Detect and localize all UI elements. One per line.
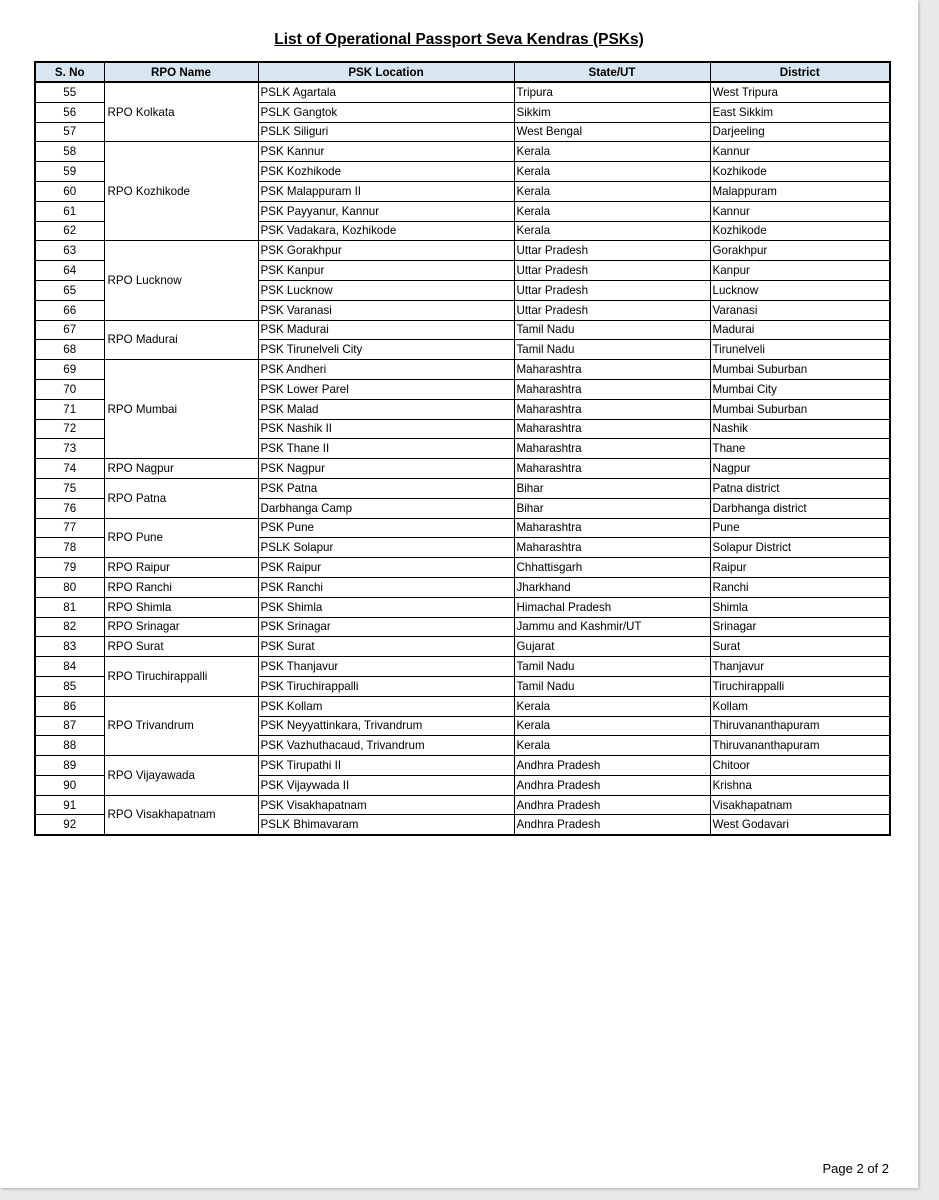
table-row <box>35 597 890 617</box>
sno-cell: 90 <box>35 775 104 795</box>
table-body <box>35 82 890 835</box>
sno-cell: 84 <box>35 657 104 677</box>
column-header-state: State/UT <box>514 62 710 82</box>
sno-cell: 91 <box>35 795 104 815</box>
state-cell: Gujarat <box>514 637 710 657</box>
psk-location-cell: PSK Vijaywada II <box>258 775 514 795</box>
sno-cell: 57 <box>35 122 104 142</box>
psk-location-cell: PSK Pune <box>258 518 514 538</box>
district-cell: Krishna <box>710 775 890 795</box>
sno-cell: 79 <box>35 558 104 578</box>
rpo-name-cell: RPO Surat <box>104 637 258 657</box>
sno-cell: 55 <box>35 82 104 102</box>
psk-location-cell: PSK Malad <box>258 399 514 419</box>
state-cell: Kerala <box>514 716 710 736</box>
sno-cell: 72 <box>35 419 104 439</box>
psk-location-cell: PSK Vazhuthacaud, Trivandrum <box>258 736 514 756</box>
district-cell: Pune <box>710 518 890 538</box>
district-cell: Visakhapatnam <box>710 795 890 815</box>
sno-cell: 86 <box>35 696 104 716</box>
district-cell: Raipur <box>710 558 890 578</box>
district-cell: Solapur District <box>710 538 890 558</box>
psk-location-cell: PSK Tirunelveli City <box>258 340 514 360</box>
psk-location-cell: PSK Visakhapatnam <box>258 795 514 815</box>
page-number: Page 2 of 2 <box>822 1161 889 1176</box>
state-cell: Maharashtra <box>514 538 710 558</box>
rpo-name-cell: RPO Raipur <box>104 558 258 578</box>
psk-location-cell: PSK Neyyattinkara, Trivandrum <box>258 716 514 736</box>
state-cell: Andhra Pradesh <box>514 795 710 815</box>
state-cell: West Bengal <box>514 122 710 142</box>
district-cell: Patna district <box>710 478 890 498</box>
psk-location-cell: PSK Kanpur <box>258 261 514 281</box>
psk-location-cell: PSK Gorakhpur <box>258 241 514 261</box>
rpo-name-cell: RPO Trivandrum <box>104 696 258 755</box>
table-row <box>35 696 890 716</box>
state-cell: Kerala <box>514 736 710 756</box>
sno-cell: 92 <box>35 815 104 835</box>
state-cell: Maharashtra <box>514 439 710 459</box>
table-row <box>35 360 890 380</box>
psk-location-cell: PSK Shimla <box>258 597 514 617</box>
sno-cell: 64 <box>35 261 104 281</box>
table-row <box>35 142 890 162</box>
sno-cell: 68 <box>35 340 104 360</box>
psk-location-cell: PSK Thanjavur <box>258 657 514 677</box>
district-cell: Mumbai City <box>710 379 890 399</box>
sno-cell: 67 <box>35 320 104 340</box>
district-cell: Surat <box>710 637 890 657</box>
district-cell: Tiruchirappalli <box>710 676 890 696</box>
state-cell: Kerala <box>514 162 710 182</box>
sno-cell: 61 <box>35 201 104 221</box>
district-cell: Thanjavur <box>710 657 890 677</box>
state-cell: Chhattisgarh <box>514 558 710 578</box>
sno-cell: 63 <box>35 241 104 261</box>
psk-location-cell: PSK Kozhikode <box>258 162 514 182</box>
rpo-name-cell: RPO Patna <box>104 478 258 518</box>
psk-location-cell: PSK Kannur <box>258 142 514 162</box>
sno-cell: 85 <box>35 676 104 696</box>
table-row <box>35 795 890 815</box>
district-cell: Thiruvananthapuram <box>710 716 890 736</box>
district-cell: Srinagar <box>710 617 890 637</box>
state-cell: Andhra Pradesh <box>514 815 710 835</box>
document-title: List of Operational Passport Seva Kendras (PSKs) <box>274 31 644 48</box>
sno-cell: 83 <box>35 637 104 657</box>
column-header-district: District <box>710 62 890 82</box>
sno-cell: 71 <box>35 399 104 419</box>
sno-cell: 62 <box>35 221 104 241</box>
psk-location-cell: PSLK Siliguri <box>258 122 514 142</box>
rpo-name-cell: RPO Vijayawada <box>104 756 258 796</box>
sno-cell: 73 <box>35 439 104 459</box>
psk-location-cell: PSK Thane II <box>258 439 514 459</box>
psk-location-cell: PSLK Bhimavaram <box>258 815 514 835</box>
rpo-name-cell: RPO Visakhapatnam <box>104 795 258 835</box>
district-cell: Thiruvananthapuram <box>710 736 890 756</box>
table-row <box>35 756 890 776</box>
rpo-name-cell: RPO Madurai <box>104 320 258 360</box>
rpo-name-cell: RPO Srinagar <box>104 617 258 637</box>
district-cell: Thane <box>710 439 890 459</box>
psk-location-cell: PSK Andheri <box>258 360 514 380</box>
psk-location-cell: PSK Ranchi <box>258 577 514 597</box>
rpo-name-cell: RPO Kozhikode <box>104 142 258 241</box>
district-cell: Ranchi <box>710 577 890 597</box>
sno-cell: 89 <box>35 756 104 776</box>
district-cell: Shimla <box>710 597 890 617</box>
table-row <box>35 320 890 340</box>
rpo-name-cell: RPO Lucknow <box>104 241 258 320</box>
psk-location-cell: Darbhanga Camp <box>258 498 514 518</box>
psk-location-cell: PSK Vadakara, Kozhikode <box>258 221 514 241</box>
psk-location-cell: PSK Nagpur <box>258 459 514 479</box>
state-cell: Kerala <box>514 221 710 241</box>
psk-location-cell: PSK Malappuram II <box>258 181 514 201</box>
sno-cell: 60 <box>35 181 104 201</box>
state-cell: Maharashtra <box>514 518 710 538</box>
state-cell: Jharkhand <box>514 577 710 597</box>
state-cell: Bihar <box>514 478 710 498</box>
district-cell: Kannur <box>710 142 890 162</box>
sno-cell: 56 <box>35 102 104 122</box>
sno-cell: 70 <box>35 379 104 399</box>
sno-cell: 78 <box>35 538 104 558</box>
state-cell: Himachal Pradesh <box>514 597 710 617</box>
district-cell: Gorakhpur <box>710 241 890 261</box>
district-cell: Nashik <box>710 419 890 439</box>
district-cell: Tirunelveli <box>710 340 890 360</box>
sno-cell: 74 <box>35 459 104 479</box>
rpo-name-cell: RPO Nagpur <box>104 459 258 479</box>
sno-cell: 58 <box>35 142 104 162</box>
district-cell: Madurai <box>710 320 890 340</box>
state-cell: Tamil Nadu <box>514 676 710 696</box>
psk-location-cell: PSK Tiruchirappalli <box>258 676 514 696</box>
district-cell: Chitoor <box>710 756 890 776</box>
psk-location-cell: PSK Varanasi <box>258 300 514 320</box>
state-cell: Sikkim <box>514 102 710 122</box>
sno-cell: 75 <box>35 478 104 498</box>
rpo-name-cell: RPO Kolkata <box>104 82 258 142</box>
state-cell: Tamil Nadu <box>514 320 710 340</box>
state-cell: Maharashtra <box>514 399 710 419</box>
state-cell: Andhra Pradesh <box>514 775 710 795</box>
column-header-sno: S. No <box>35 62 104 82</box>
district-cell: Lucknow <box>710 280 890 300</box>
sno-cell: 76 <box>35 498 104 518</box>
district-cell: Kannur <box>710 201 890 221</box>
district-cell: Kozhikode <box>710 221 890 241</box>
table-row <box>35 459 890 479</box>
psk-location-cell: PSK Surat <box>258 637 514 657</box>
district-cell: West Godavari <box>710 815 890 835</box>
psk-location-cell: PSLK Solapur <box>258 538 514 558</box>
state-cell: Andhra Pradesh <box>514 756 710 776</box>
sno-cell: 80 <box>35 577 104 597</box>
table-row <box>35 637 890 657</box>
table-row <box>35 617 890 637</box>
sno-cell: 69 <box>35 360 104 380</box>
state-cell: Kerala <box>514 696 710 716</box>
state-cell: Uttar Pradesh <box>514 300 710 320</box>
psk-location-cell: PSK Nashik II <box>258 419 514 439</box>
psk-location-cell: PSK Kollam <box>258 696 514 716</box>
state-cell: Maharashtra <box>514 360 710 380</box>
district-cell: Mumbai Suburban <box>710 399 890 419</box>
sno-cell: 77 <box>35 518 104 538</box>
sno-cell: 87 <box>35 716 104 736</box>
state-cell: Maharashtra <box>514 379 710 399</box>
table-row <box>35 657 890 677</box>
psk-table <box>34 61 891 836</box>
table-row <box>35 518 890 538</box>
psk-location-cell: PSK Tirupathi II <box>258 756 514 776</box>
district-cell: Kollam <box>710 696 890 716</box>
sno-cell: 59 <box>35 162 104 182</box>
psk-location-cell: PSK Lower Parel <box>258 379 514 399</box>
state-cell: Maharashtra <box>514 459 710 479</box>
psk-location-cell: PSK Raipur <box>258 558 514 578</box>
district-cell: West Tripura <box>710 82 890 102</box>
district-cell: Malappuram <box>710 181 890 201</box>
state-cell: Jammu and Kashmir/UT <box>514 617 710 637</box>
state-cell: Kerala <box>514 142 710 162</box>
state-cell: Tamil Nadu <box>514 657 710 677</box>
rpo-name-cell: RPO Shimla <box>104 597 258 617</box>
table-row <box>35 478 890 498</box>
rpo-name-cell: RPO Tiruchirappalli <box>104 657 258 697</box>
state-cell: Bihar <box>514 498 710 518</box>
column-header-psk-location: PSK Location <box>258 62 514 82</box>
state-cell: Kerala <box>514 181 710 201</box>
table-row <box>35 82 890 102</box>
table-row <box>35 577 890 597</box>
district-cell: Darjeeling <box>710 122 890 142</box>
district-cell: Darbhanga district <box>710 498 890 518</box>
table-row <box>35 558 890 578</box>
psk-location-cell: PSK Payyanur, Kannur <box>258 201 514 221</box>
district-cell: Nagpur <box>710 459 890 479</box>
district-cell: Kanpur <box>710 261 890 281</box>
district-cell: Kozhikode <box>710 162 890 182</box>
state-cell: Kerala <box>514 201 710 221</box>
psk-location-cell: PSK Srinagar <box>258 617 514 637</box>
state-cell: Uttar Pradesh <box>514 261 710 281</box>
sno-cell: 82 <box>35 617 104 637</box>
district-cell: Mumbai Suburban <box>710 360 890 380</box>
table-row <box>35 241 890 261</box>
district-cell: East Sikkim <box>710 102 890 122</box>
sno-cell: 81 <box>35 597 104 617</box>
state-cell: Maharashtra <box>514 419 710 439</box>
psk-location-cell: PSK Madurai <box>258 320 514 340</box>
district-cell: Varanasi <box>710 300 890 320</box>
state-cell: Tripura <box>514 82 710 102</box>
psk-location-cell: PSK Lucknow <box>258 280 514 300</box>
rpo-name-cell: RPO Mumbai <box>104 360 258 459</box>
psk-location-cell: PSLK Gangtok <box>258 102 514 122</box>
sno-cell: 66 <box>35 300 104 320</box>
state-cell: Uttar Pradesh <box>514 280 710 300</box>
psk-location-cell: PSLK Agartala <box>258 82 514 102</box>
rpo-name-cell: RPO Pune <box>104 518 258 558</box>
sno-cell: 65 <box>35 280 104 300</box>
state-cell: Tamil Nadu <box>514 340 710 360</box>
state-cell: Uttar Pradesh <box>514 241 710 261</box>
column-header-rpo-name: RPO Name <box>104 62 258 82</box>
table-header-row <box>35 62 890 82</box>
sno-cell: 88 <box>35 736 104 756</box>
psk-location-cell: PSK Patna <box>258 478 514 498</box>
rpo-name-cell: RPO Ranchi <box>104 577 258 597</box>
